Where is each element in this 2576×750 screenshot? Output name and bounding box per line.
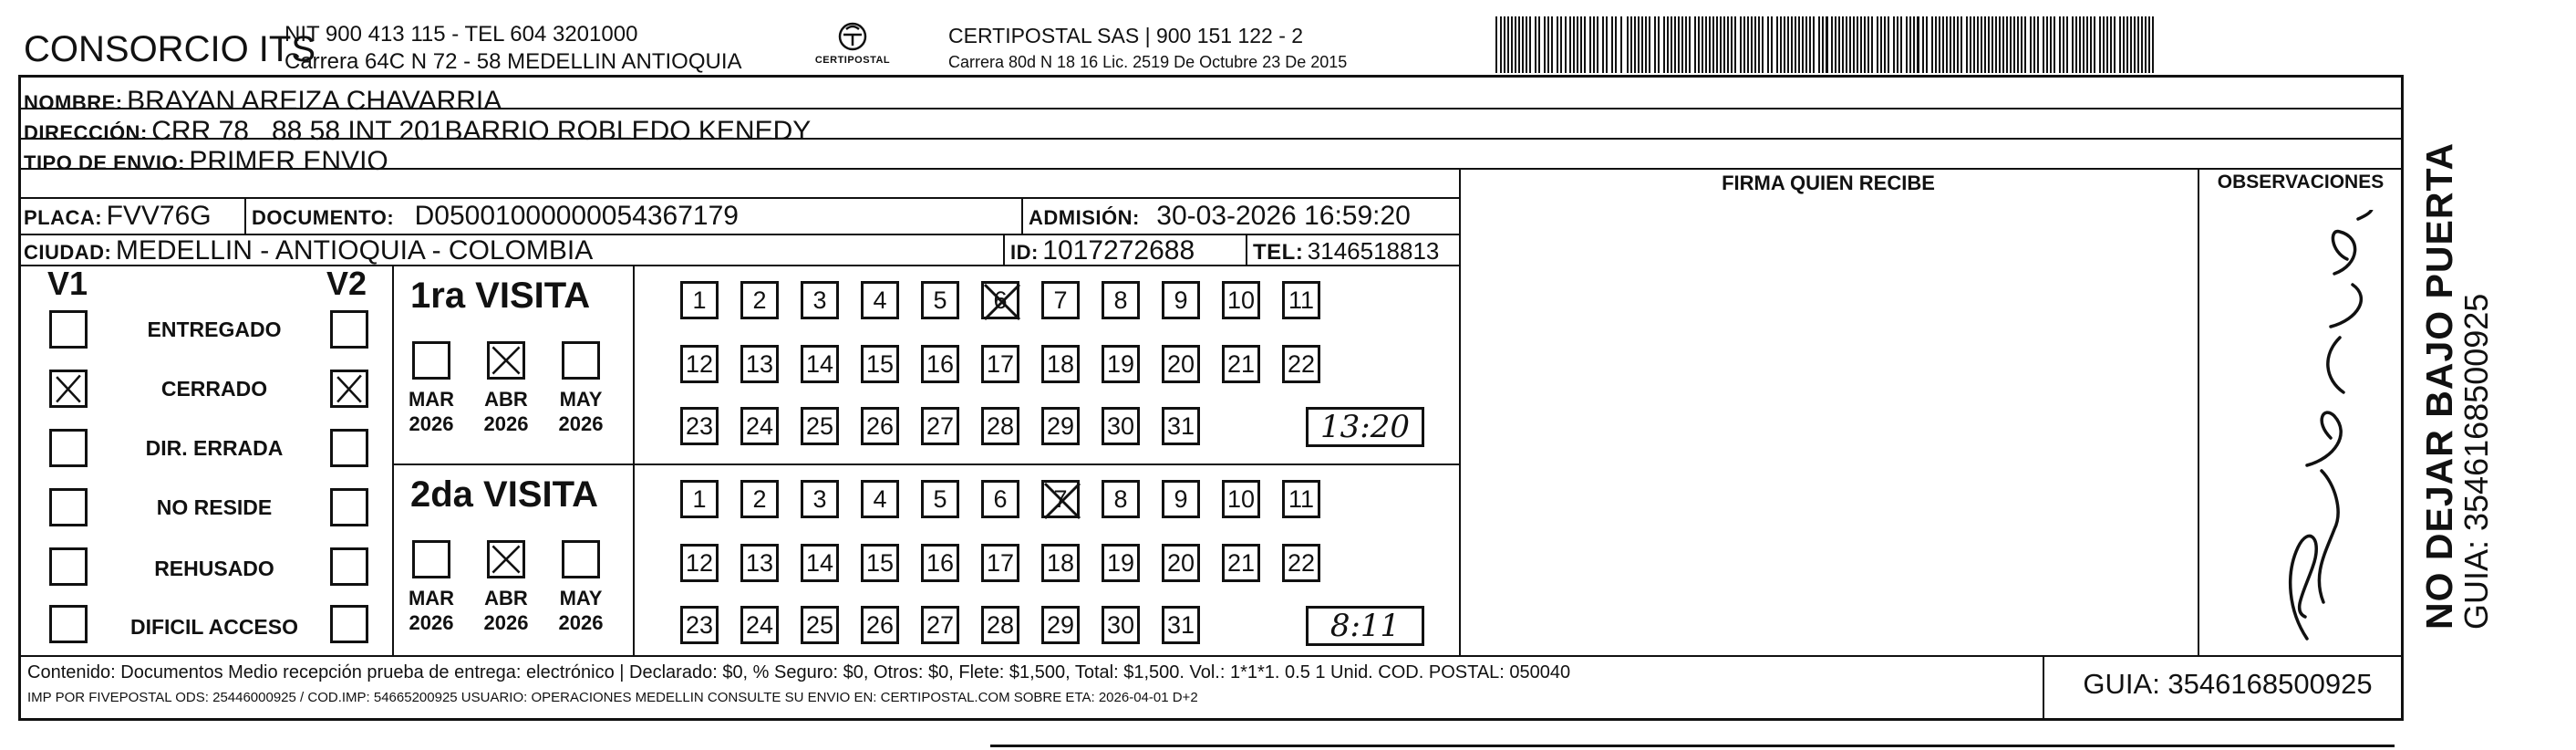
v1-checkbox[interactable] bbox=[49, 370, 88, 408]
observaciones-header: OBSERVACIONES bbox=[2217, 172, 2385, 193]
day-box[interactable]: 4 bbox=[861, 480, 899, 518]
day-box[interactable]: 30 bbox=[1102, 606, 1140, 644]
tipo-row bbox=[24, 146, 388, 177]
day-box[interactable]: 9 bbox=[1162, 480, 1200, 518]
status-label: CERRADO bbox=[160, 377, 268, 401]
day-box[interactable]: 23 bbox=[680, 606, 719, 644]
day-box[interactable]: 11 bbox=[1282, 480, 1320, 518]
admision-row bbox=[1029, 201, 1411, 232]
day-box[interactable]: 8 bbox=[1102, 281, 1140, 319]
month-checkbox[interactable] bbox=[412, 540, 450, 578]
month-label bbox=[479, 586, 533, 635]
day-box[interactable]: 16 bbox=[921, 544, 959, 582]
day-box[interactable]: 8 bbox=[1102, 480, 1140, 518]
day-box[interactable]: 11 bbox=[1282, 281, 1320, 319]
month-year: 2026 bbox=[558, 611, 604, 634]
day-box[interactable]: 19 bbox=[1102, 345, 1140, 383]
certipostal-logo bbox=[802, 20, 903, 71]
day-box[interactable]: 21 bbox=[1222, 544, 1260, 582]
day-box[interactable]: 21 bbox=[1222, 345, 1260, 383]
day-box[interactable]: 23 bbox=[680, 407, 719, 445]
tel-value: 3146518813 bbox=[1307, 237, 1440, 265]
day-box[interactable]: 27 bbox=[921, 606, 959, 644]
visit-time-box[interactable] bbox=[1306, 606, 1424, 646]
month-checkbox[interactable] bbox=[562, 341, 600, 380]
company-info-line1: NIT 900 413 115 - TEL 604 3201000 bbox=[284, 22, 638, 47]
month-label bbox=[479, 387, 533, 436]
placa-row bbox=[24, 201, 212, 232]
side-notice bbox=[2418, 82, 2496, 630]
day-box[interactable]: 6 bbox=[981, 281, 1019, 319]
tel-row bbox=[1253, 237, 1439, 266]
nombre-row bbox=[24, 86, 502, 117]
v1-checkbox[interactable] bbox=[49, 429, 88, 467]
month-checkbox[interactable] bbox=[487, 540, 525, 578]
visit-title: 2da VISITA bbox=[410, 474, 598, 515]
side-warning: NO DEJAR BAJO PUERTA bbox=[2418, 141, 2460, 630]
documento-row bbox=[252, 201, 739, 232]
month-year: 2026 bbox=[558, 412, 604, 435]
carrier-line1: CERTIPOSTAL SAS | 900 151 122 - 2 bbox=[948, 24, 1304, 47]
visit-time: 13:20 bbox=[1320, 409, 1410, 445]
month-name: MAY bbox=[559, 587, 603, 609]
day-box[interactable]: 3 bbox=[801, 281, 839, 319]
status-label: DIR. ERRADA bbox=[145, 436, 284, 460]
day-box[interactable]: 14 bbox=[801, 345, 839, 383]
v1-header: V1 bbox=[47, 265, 88, 302]
day-box[interactable]: 12 bbox=[680, 345, 719, 383]
footer-imp: IMP POR FIVEPOSTAL ODS: 25446000925 / COD.IMP: 54665200925 USUARIO: OPERACIONES MEDELLIN CONSULTE SU ENVIO EN: CERTIPOSTAL.COM SOBRE ETA: 2026-04-01 D+2 bbox=[27, 690, 1198, 705]
day-box[interactable]: 26 bbox=[861, 407, 899, 445]
placa-value: FVV76G bbox=[106, 201, 212, 231]
id-value: 1017272688 bbox=[1042, 235, 1195, 266]
day-box[interactable]: 1 bbox=[680, 480, 719, 518]
day-box[interactable]: 31 bbox=[1162, 407, 1200, 445]
day-box[interactable]: 24 bbox=[740, 407, 779, 445]
day-box[interactable]: 7 bbox=[1041, 281, 1080, 319]
documento-value: D05001000000054367179 bbox=[414, 201, 739, 231]
day-box[interactable]: 12 bbox=[680, 544, 719, 582]
month-label bbox=[553, 586, 608, 635]
day-box[interactable]: 15 bbox=[861, 345, 899, 383]
month-name: MAY bbox=[559, 388, 603, 411]
carrier-line2: Carrera 80d N 18 16 Lic. 2519 De Octubre 23 De 2015 bbox=[948, 53, 1348, 71]
admision-label: ADMISIÓN: bbox=[1029, 206, 1140, 229]
day-box[interactable]: 24 bbox=[740, 606, 779, 644]
direccion-value: CRR 78 88 58 INT 201BARRIO ROBLEDO KENEDY bbox=[151, 116, 812, 146]
direccion-label: DIRECCIÓN: bbox=[24, 121, 148, 144]
visit-title: 1ra VISITA bbox=[410, 276, 591, 316]
tipo-value: PRIMER ENVIO bbox=[189, 146, 388, 176]
documento-label: DOCUMENTO: bbox=[252, 206, 395, 229]
day-box[interactable]: 16 bbox=[921, 345, 959, 383]
day-box[interactable]: 13 bbox=[740, 345, 779, 383]
month-year: 2026 bbox=[409, 611, 454, 634]
day-box[interactable]: 9 bbox=[1162, 281, 1200, 319]
company-name: CONSORCIO ITS bbox=[24, 29, 316, 69]
tel-label: TEL: bbox=[1253, 240, 1304, 265]
v1-checkbox[interactable] bbox=[49, 310, 88, 349]
day-box[interactable]: 22 bbox=[1282, 345, 1320, 383]
day-box[interactable]: 28 bbox=[981, 606, 1019, 644]
day-box[interactable]: 17 bbox=[981, 345, 1019, 383]
month-label bbox=[404, 586, 459, 635]
logo-caption: CERTIPOSTAL bbox=[814, 55, 891, 66]
admision-value: 30-03-2026 16:59:20 bbox=[1156, 201, 1411, 231]
v1-checkbox[interactable] bbox=[49, 488, 88, 526]
day-box[interactable]: 10 bbox=[1222, 480, 1260, 518]
day-box[interactable]: 27 bbox=[921, 407, 959, 445]
ciudad-row bbox=[24, 235, 593, 266]
v1-checkbox[interactable] bbox=[49, 547, 88, 586]
direccion-row bbox=[24, 116, 811, 147]
footer-guia: GUIA: 3546168500925 bbox=[2083, 668, 2373, 700]
day-box[interactable]: 20 bbox=[1162, 544, 1200, 582]
ciudad-value: MEDELLIN - ANTIOQUIA - COLOMBIA bbox=[115, 235, 594, 266]
nombre-label: NOMBRE: bbox=[24, 91, 123, 114]
day-box[interactable]: 10 bbox=[1222, 281, 1260, 319]
day-box[interactable]: 30 bbox=[1102, 407, 1140, 445]
day-box[interactable]: 5 bbox=[921, 281, 959, 319]
day-box[interactable]: 2 bbox=[740, 281, 779, 319]
day-box[interactable]: 29 bbox=[1041, 606, 1080, 644]
status-label: NO RESIDE bbox=[156, 495, 273, 519]
month-name: MAR bbox=[408, 388, 455, 411]
day-box[interactable]: 7 bbox=[1041, 480, 1080, 518]
signature-graphic bbox=[2198, 210, 2404, 648]
id-label: ID: bbox=[1010, 241, 1039, 264]
firma-header: FIRMA QUIEN RECIBE bbox=[1722, 172, 1935, 194]
v2-checkbox[interactable] bbox=[330, 605, 368, 643]
v2-checkbox[interactable] bbox=[330, 488, 368, 526]
day-box[interactable]: 13 bbox=[740, 544, 779, 582]
status-label: REHUSADO bbox=[154, 557, 274, 580]
ciudad-label: CIUDAD: bbox=[24, 241, 112, 264]
day-box[interactable]: 14 bbox=[801, 544, 839, 582]
v2-checkbox[interactable] bbox=[330, 547, 368, 586]
month-year: 2026 bbox=[483, 611, 529, 634]
v2-checkbox[interactable] bbox=[330, 310, 368, 349]
nombre-value: BRAYAN AREIZA CHAVARRIA bbox=[127, 86, 502, 116]
day-box[interactable]: 6 bbox=[981, 480, 1019, 518]
day-box[interactable]: 17 bbox=[981, 544, 1019, 582]
month-name: MAR bbox=[408, 587, 455, 609]
recipient-signature bbox=[2198, 210, 2404, 648]
month-label bbox=[553, 387, 608, 436]
placa-label: PLACA: bbox=[24, 206, 103, 229]
day-box[interactable]: 3 bbox=[801, 480, 839, 518]
month-checkbox[interactable] bbox=[562, 540, 600, 578]
month-name: ABR bbox=[484, 388, 528, 411]
barcode bbox=[1495, 16, 2161, 73]
day-box[interactable]: 1 bbox=[680, 281, 719, 319]
v2-checkbox[interactable] bbox=[330, 429, 368, 467]
day-box[interactable]: 22 bbox=[1282, 544, 1320, 582]
v2-checkbox[interactable] bbox=[330, 370, 368, 408]
company-info-line2: Carrera 64C N 72 - 58 MEDELLIN ANTIOQUIA bbox=[284, 49, 742, 74]
day-box[interactable]: 18 bbox=[1041, 345, 1080, 383]
visit-time-box[interactable] bbox=[1306, 407, 1424, 447]
v1-checkbox[interactable] bbox=[49, 605, 88, 643]
side-guia: GUIA: 3546168500925 bbox=[2457, 293, 2495, 630]
visit-time: 8:11 bbox=[1329, 608, 1401, 644]
day-box[interactable]: 31 bbox=[1162, 606, 1200, 644]
day-box[interactable]: 20 bbox=[1162, 345, 1200, 383]
status-label: ENTREGADO bbox=[147, 318, 282, 341]
id-row bbox=[1010, 235, 1195, 266]
footer-content: Contenido: Documentos Medio recepción prueba de entrega: electrónico | Declarado: $0, % Seguro: $0, Otros: $0, Flete: $1,500, Total: $1,500. Vol.: 1*1*1. 0.5 1 Unid. COD. POSTAL: 050040 bbox=[27, 662, 1571, 682]
day-box[interactable]: 19 bbox=[1102, 544, 1140, 582]
day-box[interactable]: 4 bbox=[861, 281, 899, 319]
day-box[interactable]: 2 bbox=[740, 480, 779, 518]
month-label bbox=[404, 387, 459, 436]
month-year: 2026 bbox=[409, 412, 454, 435]
day-box[interactable]: 26 bbox=[861, 606, 899, 644]
day-box[interactable]: 25 bbox=[801, 407, 839, 445]
day-box[interactable]: 28 bbox=[981, 407, 1019, 445]
barcode-graphic bbox=[1495, 16, 2161, 73]
status-label: DIFICIL ACCESO bbox=[129, 615, 298, 639]
month-name: ABR bbox=[484, 587, 528, 609]
month-checkbox[interactable] bbox=[487, 341, 525, 380]
tipo-label: TIPO DE ENVIO: bbox=[24, 151, 185, 174]
day-box[interactable]: 5 bbox=[921, 480, 959, 518]
day-box[interactable]: 15 bbox=[861, 544, 899, 582]
month-year: 2026 bbox=[483, 412, 529, 435]
day-box[interactable]: 18 bbox=[1041, 544, 1080, 582]
day-box[interactable]: 29 bbox=[1041, 407, 1080, 445]
v2-header: V2 bbox=[326, 265, 367, 302]
month-checkbox[interactable] bbox=[412, 341, 450, 380]
day-box[interactable]: 25 bbox=[801, 606, 839, 644]
